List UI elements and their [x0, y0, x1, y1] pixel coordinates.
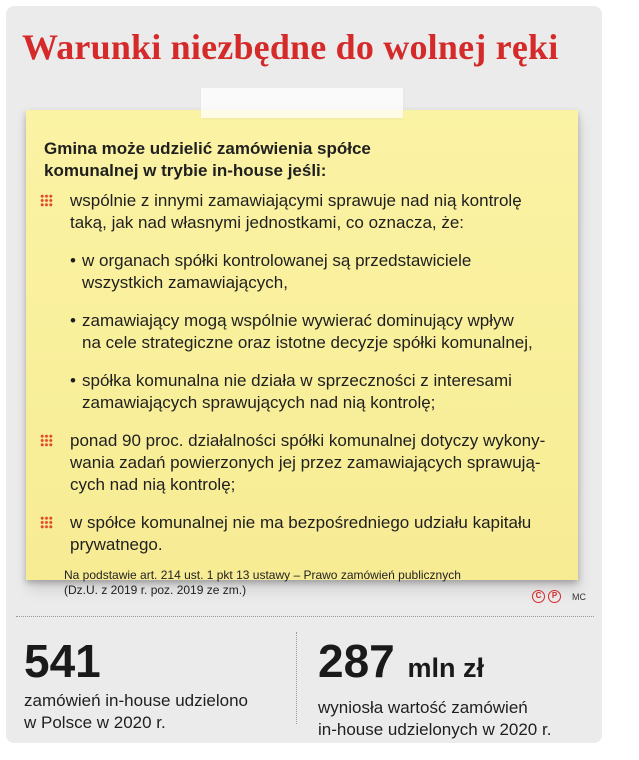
stat-desc-line: in-house udzielonych w 2020 r.	[318, 720, 552, 739]
author-initials: MC	[572, 591, 586, 602]
stat-desc-line: wyniosła wartość zamówień	[318, 698, 528, 717]
vertical-divider	[296, 632, 297, 724]
sub-condition-item	[40, 250, 570, 294]
subitem-line: spółka komunalna nie działa w sprzeczności z interesami	[82, 371, 512, 390]
stat-number	[318, 634, 551, 695]
item-line: ponad 90 proc. działalności spółki komunalnej dotyczy wykony-	[70, 431, 546, 450]
condition-item	[40, 430, 570, 496]
subitem-line: na cele strategiczne oraz istotne decyzje spółki komunalnej,	[82, 333, 533, 352]
bullet-dot-icon: •	[70, 311, 76, 330]
condition-item	[40, 190, 570, 234]
dotted-bullet-icon	[40, 194, 53, 207]
protected-icon: P	[548, 590, 561, 603]
sub-condition-item	[40, 310, 570, 354]
copyright-marks	[532, 590, 586, 603]
tape-strip	[201, 88, 403, 118]
dotted-bullet-icon	[40, 434, 53, 447]
stat-description	[24, 690, 248, 734]
subitem-line: zamawiający mogą wspólnie wywierać dominujący wpływ	[82, 311, 514, 330]
source-line: (Dz.U. z 2019 r. poz. 2019 ze zm.)	[64, 583, 247, 597]
source-note	[40, 568, 570, 598]
item-line: wspólnie z innymi zamawiającymi sprawuje nad nią kontrolę	[70, 191, 522, 210]
stat-description	[318, 697, 551, 741]
stat-value: 287	[318, 635, 395, 687]
bullet-dot-icon: •	[70, 371, 76, 390]
note-intro	[40, 138, 570, 182]
item-line: cych nad nią kontrolę;	[70, 475, 236, 494]
sticky-note	[26, 110, 578, 597]
sub-condition-item	[40, 370, 570, 414]
subitem-line: w organach spółki kontrolowanej są przedstawiciele	[82, 251, 472, 270]
item-line: w spółce komunalnej nie ma bezpośredniego udziału kapitału	[70, 513, 532, 532]
subitem-line: wszystkich zamawiających,	[82, 273, 288, 292]
stat-number	[24, 634, 248, 688]
dotted-bullet-icon	[40, 516, 53, 529]
source-line: Na podstawie art. 214 ust. 1 pkt 13 ustawy – Prawo zamówień publicznych	[64, 568, 461, 582]
intro-line: komunalnej w trybie in-house jeśli:	[44, 161, 327, 180]
stat-desc-line: zamówień in-house udzielono	[24, 691, 248, 710]
intro-line: Gmina może udzielić zamówienia spółce	[44, 139, 371, 158]
stat-value: 541	[24, 635, 101, 687]
subitem-line: zamawiających sprawujących nad nią kontrolę;	[82, 393, 436, 412]
condition-item	[40, 512, 570, 556]
page-title: Warunki niezbędne do wolnej ręki	[22, 27, 559, 67]
stat-block-count	[24, 634, 248, 734]
bullet-dot-icon: •	[70, 251, 76, 270]
stat-block-value	[318, 634, 551, 741]
item-line: wania zadań powierzonych jej przez zamawiających sprawują-	[70, 453, 541, 472]
horizontal-divider	[16, 616, 594, 617]
stat-unit: mln zł	[407, 653, 485, 683]
item-line: prywatnego.	[70, 535, 163, 554]
note-content	[40, 138, 570, 598]
copyright-icon: C	[532, 590, 545, 603]
stat-desc-line: w Polsce w 2020 r.	[24, 713, 166, 732]
item-line: taką, jak nad własnymi jednostkami, co oznacza, że:	[70, 213, 465, 232]
